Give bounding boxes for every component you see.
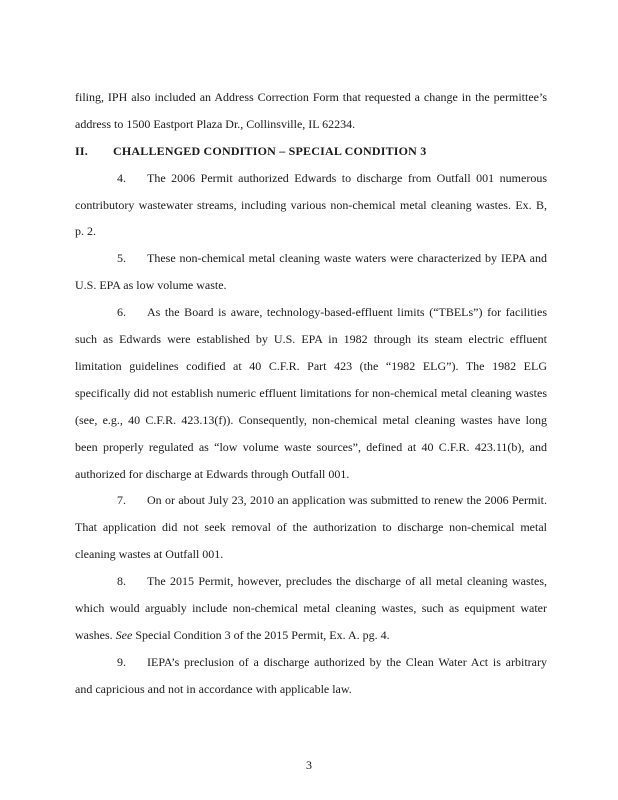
paragraph-5-first-line (75, 245, 547, 272)
paragraph-number: 4. (117, 170, 126, 185)
paragraph-7-line: cleaning wastes at Outfall 001. (75, 547, 224, 562)
paragraph-8-see-line (75, 622, 547, 649)
paragraph-4-first-line (75, 165, 547, 192)
paragraph-number: 8. (117, 574, 126, 589)
paragraph-6-first-line (75, 299, 547, 326)
paragraph-number: 7. (117, 493, 126, 508)
paragraph-6-line: been properly regulated as “low volume waste sources”, defined at 40 C.F.R. 423.11(b), and (75, 439, 547, 454)
paragraph-6-line: such as Edwards were established by U.S. EPA in 1982 through its steam electric effluent (75, 332, 547, 347)
paragraph-7-line: That application did not seek removal of the authorization to discharge non-chemical metal (75, 520, 547, 535)
paragraph-text: The 2006 Permit authorized Edwards to discharge from Outfall 001 numerous (147, 170, 547, 185)
paragraph-9-first-line (75, 649, 547, 676)
see-signal: See (115, 627, 133, 642)
intro-line-1: filing, IPH also included an Address Correction Form that requested a change in the permittee’s (75, 90, 547, 104)
paragraph-text: These non-chemical metal cleaning waste waters were characterized by IEPA and (147, 251, 547, 266)
section-heading-number: II. (75, 143, 88, 158)
paragraph-number: 9. (117, 654, 126, 669)
see-citation: Special Condition 3 of the 2015 Permit, Ex. A. pg. 4. (132, 627, 390, 642)
section-heading (75, 138, 547, 165)
page-number: 3 (306, 758, 312, 772)
paragraph-5-line: U.S. EPA as low volume waste. (75, 278, 227, 293)
see-prefix: washes. (75, 627, 116, 642)
paragraph-text: IEPA’s preclusion of a discharge authorized by the Clean Water Act is arbitrary (147, 654, 547, 669)
paragraph-9-line: and capricious and not in accordance with applicable law. (75, 681, 352, 696)
paragraph-6-line: authorized for discharge at Edwards through Outfall 001. (75, 466, 350, 481)
paragraph-7-first-line (75, 487, 547, 514)
paragraph-4-line: p. 2. (75, 224, 96, 239)
paragraph-6-line: (see, e.g., 40 C.F.R. 423.13(f)). Consequently, non-chemical metal cleaning wastes have long (75, 412, 547, 427)
paragraph-6-line: specifically did not establish numeric effluent limitations for non-chemical metal cleaning wastes (75, 385, 547, 400)
intro-line-2: address to 1500 Eastport Plaza Dr., Collinsville, IL 62234. (75, 116, 356, 131)
section-heading-title: CHALLENGED CONDITION – SPECIAL CONDITION 3 (113, 143, 427, 158)
paragraph-number: 5. (117, 251, 126, 266)
paragraph-8-first-line (75, 568, 547, 595)
document-body (75, 84, 547, 703)
paragraph-text: On or about July 23, 2010 an application was submitted to renew the 2006 Permit. (147, 493, 547, 508)
paragraph-6-line: limitation guidelines codified at 40 C.F.R. Part 423 (the “1982 ELG”). The 1982 ELG (75, 358, 547, 373)
paragraph-text: As the Board is aware, technology-based-effluent limits (“TBELs”) for facilities (147, 305, 547, 320)
paragraph-text: The 2015 Permit, however, precludes the discharge of all metal cleaning wastes, (147, 574, 547, 589)
paragraph-4-line: contributory wastewater streams, including various non-chemical metal cleaning wastes. Ex. B, (75, 197, 547, 212)
paragraph-8-line: which would arguably include non-chemical metal cleaning wastes, such as equipment water (75, 601, 547, 616)
paragraph-number: 6. (117, 305, 126, 320)
